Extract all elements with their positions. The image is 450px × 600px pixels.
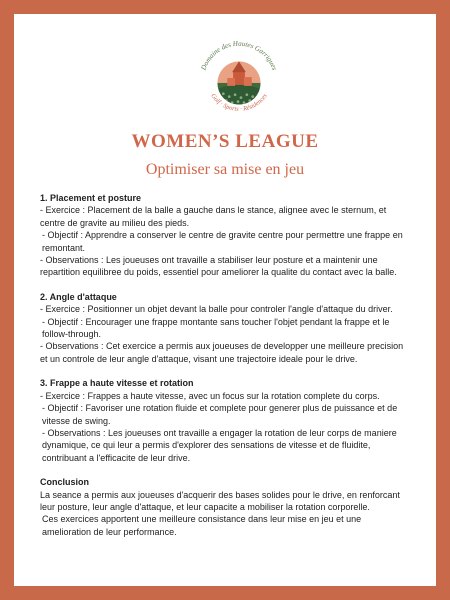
domaine-logo-icon [190, 32, 288, 130]
section-line: - Exercice : Frappes a haute vitesse, avec un focus sur la rotation complete du corps. [40, 390, 380, 401]
page-subtitle: Optimiser sa mise en jeu [145, 161, 305, 178]
section-line: - Observations : Les joueuses ont travaille a engager la rotation de leur corps de maniere dynamique, ce qui leur a permis d'explorer des sensations de vitesse et de fluidite, contribuant a l'efficacite de leur drive. [42, 427, 397, 463]
section-heading: 1. Placement et posture [40, 193, 142, 203]
section-heading: 3. Frappe a haute vitesse et rotation [40, 378, 194, 389]
section-line: - Objectif : Favoriser une rotation fluide et complete pour generer plus de puissance et de vitesse de swing. [42, 403, 398, 426]
section-line: - Observations : Les joueuses ont travaille a stabiliser leur posture et a maintenir une repartition equilibree du poids, essentiel pour ameliorer la qualite du contact avec la balle. [40, 255, 397, 278]
section-line: - Exercice : Placement de la balle a gauche dans le stance, alignee avec le sternum, et centre de gravite au milieu des pieds. [40, 205, 387, 228]
section-line: - Exercice : Positionner un objet devant la balle pour controler l'angle d'attaque du driver. [40, 304, 393, 315]
section-placement [40, 192, 412, 279]
section-line: - Objectif : Encourager une frappe montante sans toucher l'objet pendant la frappe et le follow-through. [42, 316, 390, 340]
document-body [40, 192, 412, 550]
section-frappe [40, 377, 412, 464]
section-line: - Observations : Cet exercice a permis aux joueuses de developper une meilleure precision et un controle de leur angle d'attaque, visant une trajectoire ideale pour le drive. [40, 341, 404, 364]
section-line: Ces exercices apportent une meilleure consistance dans leur mise en jeu et une amelioration de leur performance. [42, 514, 362, 537]
section-heading: 2. Angle d'attaque [40, 291, 117, 302]
section-line: La seance a permis aux joueuses d'acquerir des bases solides pour le drive, en renforcant leur posture, leur angle d'attaque, et leur capacite a mobiliser la rotation corporelle. [40, 489, 400, 512]
section-angle [40, 291, 412, 365]
logo-name-text: Domaine des Hautes Garrigues [199, 39, 279, 72]
document-page [14, 14, 436, 586]
section-line: - Objectif : Apprendre a conserver le centre de gravite centre pour permettre une frappe en remontant. [42, 230, 403, 253]
section-heading: Conclusion [40, 477, 89, 488]
section-conclusion [40, 476, 412, 538]
logo-tagline-text: Golf · Sports · Résidences [209, 92, 269, 113]
page-title: WOMEN’S LEAGUE [131, 131, 319, 152]
